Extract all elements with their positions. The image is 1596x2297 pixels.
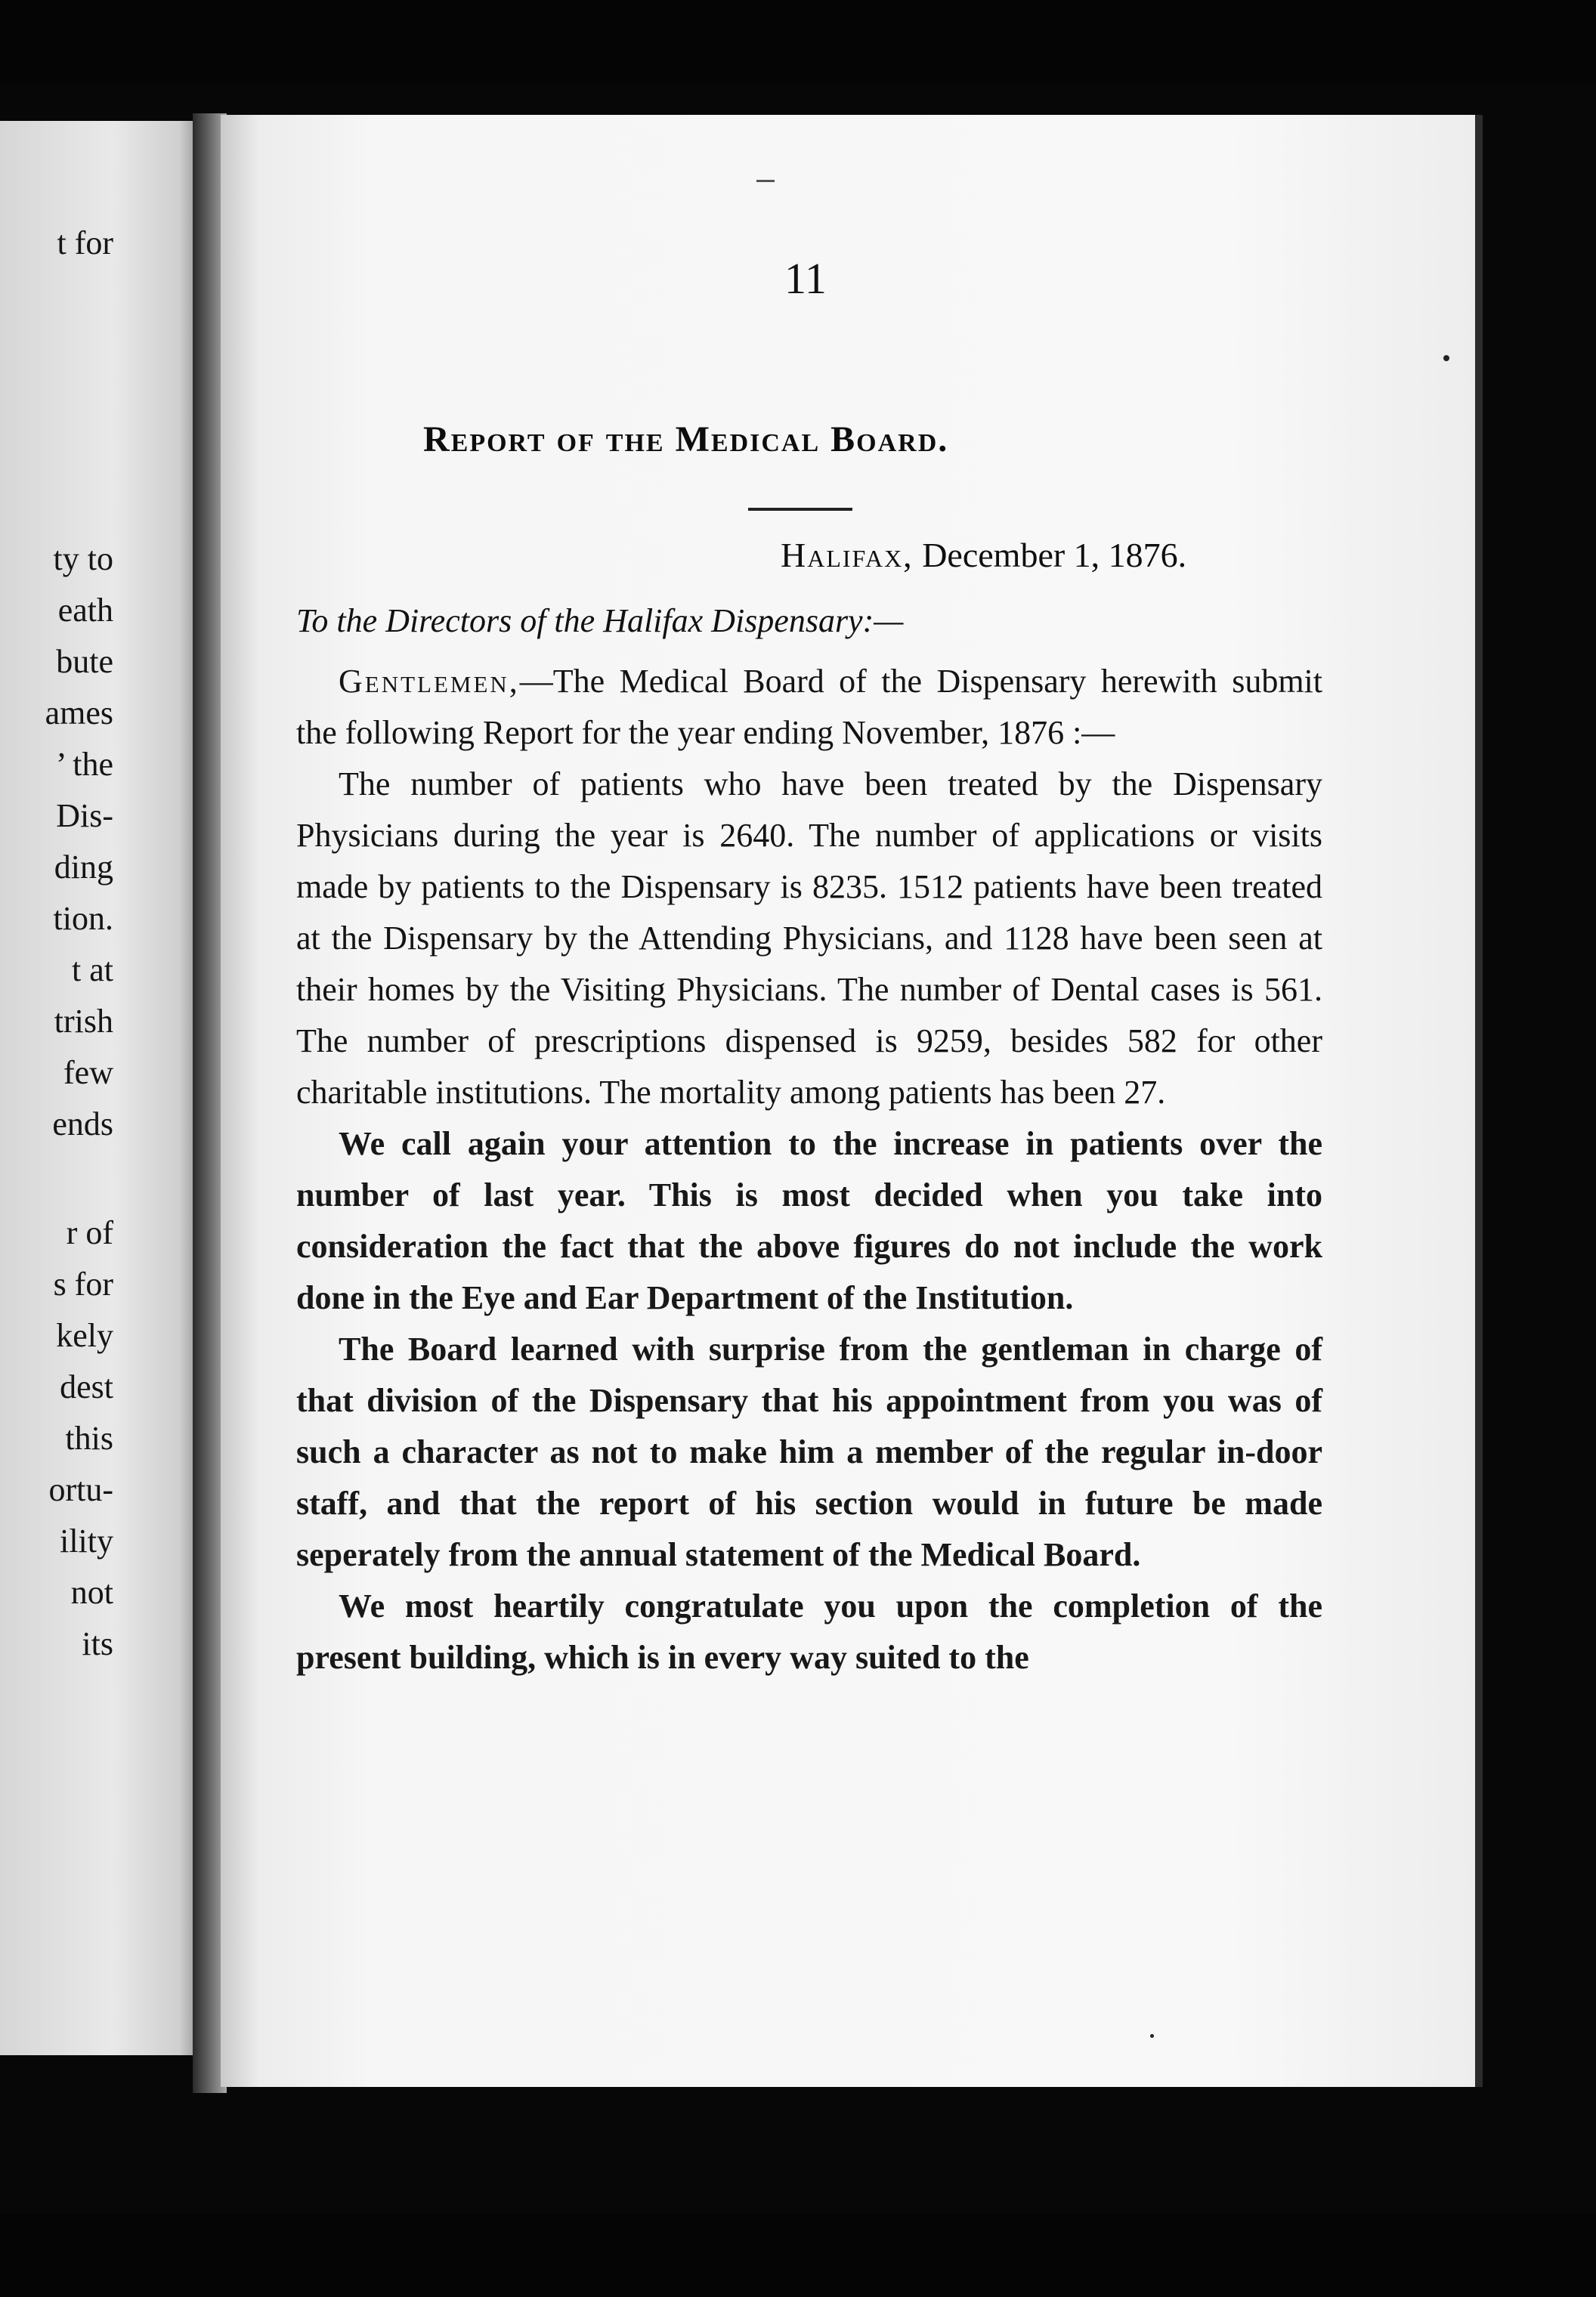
left-page-line: its <box>82 1625 113 1662</box>
left-page-line: ortu- <box>48 1471 113 1508</box>
paragraph-statistics: The number of patients who have been treated by the Dispensary Physicians during the year is 2640. The number of applications or visits made by patients to the Dispensary is 8235. 1512 patients have been treated at the Dispensary by the Attending Physicians, and 1128 have been seen at their homes by the Visiting Physicians. The number of Dental cases is 561. The number of prescriptions dispensed is 9259, besides 582 for other charitable institutions. The mortality among patients has been 27. <box>296 765 1322 1111</box>
dateline-place: Halifax, <box>781 536 914 574</box>
left-page-line: ends <box>52 1105 113 1142</box>
left-page-line: trish <box>54 1003 113 1040</box>
film-edge-bottom <box>0 2214 1596 2297</box>
left-page-line: tion. <box>53 900 113 937</box>
left-page-line: bute <box>56 643 113 680</box>
left-page-line: not <box>70 1574 113 1611</box>
left-page-line: kely <box>56 1317 113 1354</box>
ink-speck <box>1150 2034 1154 2038</box>
heading-rule <box>748 508 852 511</box>
left-page-line: Dis- <box>56 797 113 834</box>
paragraph-gentlemen <box>296 656 1322 759</box>
left-page-line: ty to <box>53 540 113 577</box>
salutation: To the Directors of the Halifax Dispensary:— <box>296 602 904 639</box>
page-number: 11 <box>784 254 827 303</box>
top-mark <box>756 180 775 182</box>
paragraph-eye-ear: The Board learned with surprise from the gentleman in charge of that division of the Dispensary that his appointment from you was of such a character as not to make him a member of the regular in-door staff, and that the report of his section would in future be made seperately from the annual statement of the Medical Board. <box>296 1331 1322 1573</box>
left-page-line: ility <box>60 1523 113 1560</box>
paragraph-building: We most heartily congratulate you upon the completion of the present building, which is in every way suited to the <box>296 1587 1322 1676</box>
left-facing-page <box>0 121 204 2055</box>
dateline-date: December 1, 1876. <box>922 536 1187 574</box>
dateline <box>781 538 1186 573</box>
gentlemen-word: Gentlemen, <box>339 663 520 700</box>
left-page-line: eath <box>57 592 113 629</box>
left-page-line: ames <box>45 694 113 731</box>
paragraph-increase: We call again your attention to the increase in patients over the number of last year. This is most decided when you take into consideration the fact that the above figures do not include the work done in the Eye and Ear Department of the Institution. <box>296 1125 1322 1316</box>
left-page-line: t for <box>57 224 113 261</box>
paragraph-gentlemen-text: —The Medical Board of the Dispensary herewith submit the following Report for the year ending November, 1876 :— <box>296 663 1322 751</box>
left-page-line: ’ the <box>55 746 113 783</box>
left-page-line: t at <box>72 951 113 988</box>
left-page-line: few <box>63 1054 113 1091</box>
left-page-line: ding <box>54 849 113 886</box>
ink-speck <box>1443 355 1449 361</box>
left-page-line: dest <box>60 1368 113 1405</box>
left-page-line: this <box>65 1420 113 1457</box>
left-page-line: r of <box>66 1214 113 1251</box>
film-edge-top <box>0 0 1596 83</box>
left-page-line: s for <box>53 1266 113 1303</box>
report-heading: Report of the Medical Board. <box>423 419 949 459</box>
report-body <box>296 656 1322 1683</box>
